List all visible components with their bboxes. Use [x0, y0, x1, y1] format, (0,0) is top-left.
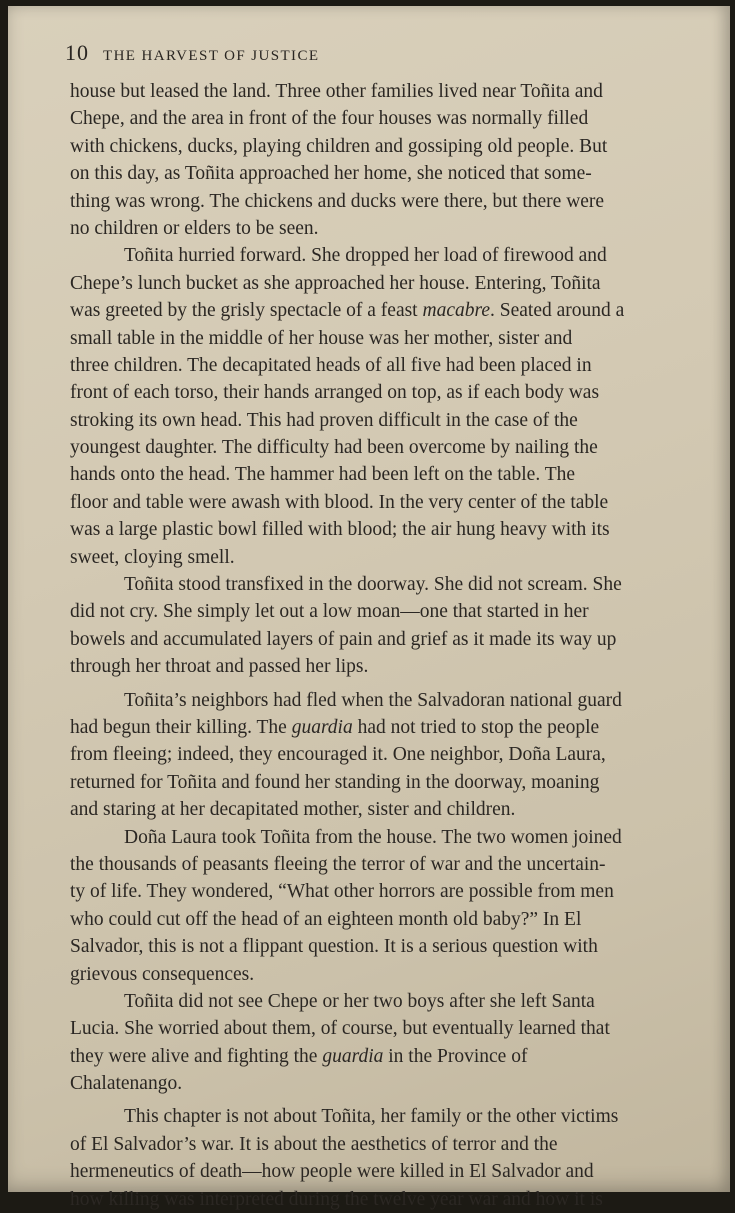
- text-line: [70, 78, 710, 105]
- text-run: hands onto the head. The hammer had been left on the table. The: [70, 464, 576, 486]
- text-line: [70, 687, 710, 714]
- text-line: [70, 242, 710, 269]
- text-line: [70, 407, 710, 434]
- text-run: was a large plastic bowl filled with blood; the air hung heavy with its: [70, 519, 610, 541]
- text-line: [70, 188, 710, 215]
- text-line: [70, 1158, 710, 1185]
- paragraph: [70, 78, 710, 242]
- text-run: This chapter is not about Toñita, her family or the other victims: [124, 1106, 619, 1128]
- text-run: they were alive and fighting the: [70, 1045, 323, 1067]
- text-run: Salvador, this is not a flippant question. It is a serious question with: [70, 936, 598, 958]
- text-line: [70, 461, 710, 488]
- text-run: stroking its own head. This had proven difficult in the case of the: [70, 409, 578, 431]
- text-line: [70, 933, 710, 960]
- text-line: [70, 270, 710, 297]
- text-line: [70, 297, 710, 324]
- text-run: Chepe, and the area in front of the four houses was normally filled: [70, 108, 589, 130]
- paragraph: [70, 824, 710, 988]
- text-line: [70, 769, 710, 796]
- text-run: in the Province of: [383, 1045, 528, 1067]
- text-run: on this day, as Toñita approached her home, she noticed that some-: [70, 163, 592, 185]
- text-run: . Seated around a: [490, 300, 625, 322]
- book-page: [8, 6, 730, 1210]
- text-line: [70, 851, 710, 878]
- text-line: [70, 988, 710, 1015]
- text-run: Lucia. She worried about them, of course, but eventually learned that: [70, 1018, 610, 1040]
- text-run: how killing was interpreted during the twelve year war and how it is: [70, 1188, 603, 1210]
- italic-term: guardia: [291, 716, 353, 738]
- text-line: [70, 1015, 710, 1042]
- page-number: 10: [65, 40, 89, 65]
- text-run: hermeneutics of death—how people were killed in El Salvador and: [70, 1161, 594, 1183]
- paragraph: [70, 571, 710, 681]
- text-run: Toñita did not see Chepe or her two boys after she left Santa: [124, 990, 595, 1012]
- text-run: bowels and accumulated layers of pain and grief as it made its way up: [70, 628, 617, 650]
- text-line: [70, 653, 710, 680]
- text-run: with chickens, ducks, playing children and gossiping old people. But: [70, 135, 608, 157]
- text-line: [70, 824, 710, 851]
- body-text: [70, 78, 710, 1213]
- text-run: who could cut off the head of an eighteen month old baby?” In El: [70, 908, 582, 930]
- text-run: small table in the middle of her house was her mother, sister and: [70, 327, 573, 349]
- text-line: [70, 352, 710, 379]
- text-line: [70, 626, 710, 653]
- text-run: returned for Toñita and found her standing in the doorway, moaning: [70, 771, 600, 793]
- text-run: grievous consequences.: [70, 963, 255, 985]
- running-title: THE HARVEST OF JUSTICE: [103, 48, 320, 64]
- text-line: [70, 215, 710, 242]
- text-line: [70, 1043, 710, 1070]
- text-line: [70, 1070, 710, 1097]
- text-line: [70, 516, 710, 543]
- text-run: youngest daughter. The difficulty had been overcome by nailing the: [70, 437, 598, 459]
- text-run: Toñita stood transfixed in the doorway. She did not scream. She: [124, 574, 622, 596]
- text-run: no children or elders to be seen.: [70, 217, 319, 239]
- paragraph: [70, 988, 710, 1098]
- text-run: Doña Laura took Toñita from the house. The two women joined: [124, 826, 622, 848]
- text-run: was greeted by the grisly spectacle of a feast: [70, 300, 423, 322]
- text-run: house but leased the land. Three other families lived near Toñita and: [70, 81, 603, 102]
- text-line: [70, 544, 710, 571]
- text-line: [70, 1186, 710, 1213]
- text-run: had begun their killing. The: [70, 716, 292, 738]
- text-run: three children. The decapitated heads of all five had been placed in: [70, 354, 592, 376]
- text-line: [70, 598, 710, 625]
- text-run: had not tried to stop the people: [352, 716, 600, 738]
- text-line: [70, 489, 710, 516]
- text-run: Chepe’s lunch bucket as she approached her house. Entering, Toñita: [70, 272, 601, 294]
- text-line: [70, 379, 710, 406]
- text-line: [70, 434, 710, 461]
- text-line: [70, 741, 710, 768]
- text-line: [70, 571, 710, 598]
- text-line: [70, 160, 710, 187]
- text-run: floor and table were awash with blood. In the very center of the table: [70, 491, 609, 513]
- text-run: front of each torso, their hands arranged on top, as if each body was: [70, 382, 600, 404]
- text-line: [70, 796, 710, 823]
- text-line: [70, 105, 710, 132]
- text-run: the thousands of peasants fleeing the terror of war and the uncertain-: [70, 853, 606, 875]
- text-line: [70, 325, 710, 352]
- text-run: Toñita’s neighbors had fled when the Salvadoran national guard: [124, 689, 622, 711]
- text-run: sweet, cloying smell.: [70, 546, 235, 568]
- text-line: [70, 961, 710, 988]
- paragraph: [70, 1103, 710, 1213]
- text-run: did not cry. She simply let out a low moan—one that started in her: [70, 601, 589, 623]
- text-run: thing was wrong. The chickens and ducks were there, but there were: [70, 190, 605, 212]
- text-run: and staring at her decapitated mother, sister and children.: [70, 799, 516, 821]
- text-line: [70, 878, 710, 905]
- text-run: Toñita hurried forward. She dropped her load of firewood and: [124, 245, 607, 267]
- text-line: [70, 1131, 710, 1158]
- paragraph: [70, 242, 710, 571]
- text-line: [70, 906, 710, 933]
- italic-term: guardia: [322, 1045, 384, 1067]
- text-run: from fleeing; indeed, they encouraged it. One neighbor, Doña Laura,: [70, 744, 606, 766]
- text-run: ty of life. They wondered, “What other horrors are possible from men: [70, 881, 614, 903]
- text-line: [70, 133, 710, 160]
- italic-term: macabre: [422, 300, 490, 322]
- paragraph: [70, 687, 710, 824]
- text-run: through her throat and passed her lips.: [70, 656, 369, 678]
- text-line: [70, 1103, 710, 1130]
- running-head: [65, 40, 705, 66]
- text-line: [70, 714, 710, 741]
- text-run: of El Salvador’s war. It is about the aesthetics of terror and the: [70, 1133, 558, 1155]
- text-run: Chalatenango.: [70, 1073, 183, 1095]
